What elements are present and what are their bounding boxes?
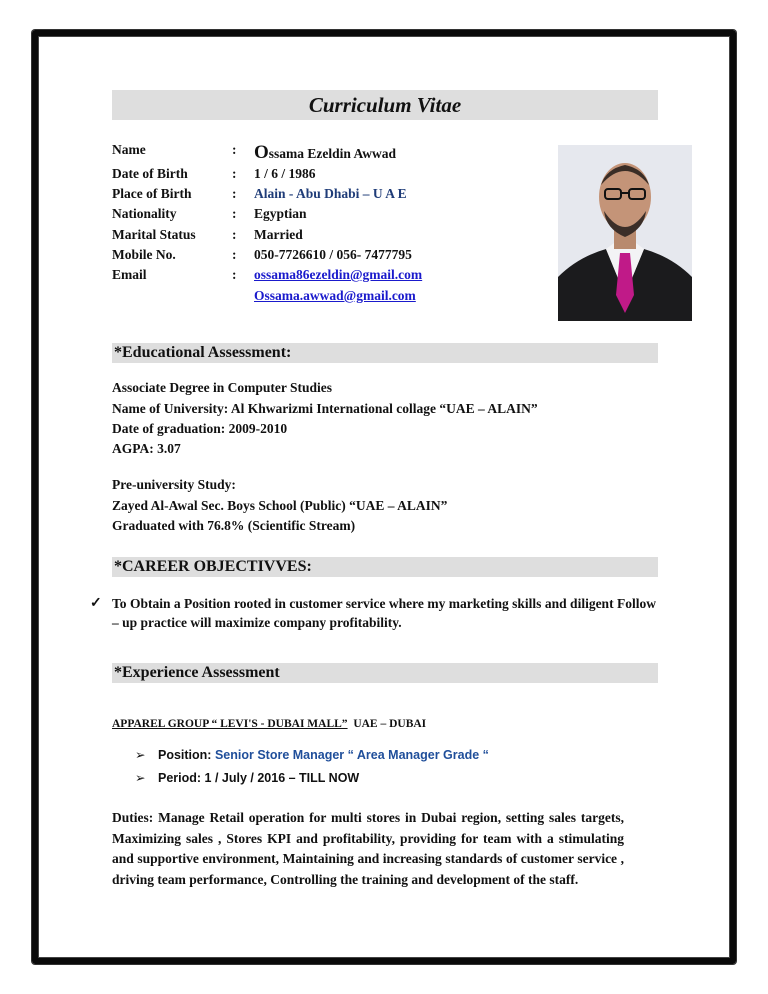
pre-university-grade: Graduated with 76.8% (Scientific Stream) [112, 518, 356, 533]
pob-value: Alain - Abu Dhabi – U A E [254, 186, 407, 201]
edu-university: Name of University: Al Khwarizmi International collage “UAE – ALAIN” [112, 401, 538, 416]
name-label: Name [112, 142, 146, 157]
person-photo-icon [558, 145, 692, 321]
email-link-1[interactable]: ossama86ezeldin@gmail.com [254, 267, 423, 282]
duties-text: Duties: Manage Retail operation for multi stores in Dubai region, setting sales targets, Maximizing sales , Stores KPI and profitability, providing for team with a stimulating and supportive environment, Maintaining and increasing standards of customer service , driving team performance, Controlling the training and development of the staff. [112, 810, 624, 887]
nationality-value: Egyptian [254, 206, 307, 221]
marital-label: Marital Status [112, 227, 196, 242]
colon: : [232, 142, 237, 157]
mobile-value: 050-7726610 / 056- 7477795 [254, 247, 412, 262]
pob-label: Place of Birth [112, 186, 192, 201]
pre-university-school: Zayed Al-Awal Sec. Boys School (Public) “UAE – ALAIN” [112, 498, 448, 513]
arrow-bullet-icon: ➢ [135, 771, 146, 785]
pre-university-title: Pre-university Study: [112, 477, 236, 492]
company-name: APPAREL GROUP “ LEVI'S - DUBAI MALL” [112, 718, 348, 730]
edu-degree: Associate Degree in Computer Studies [112, 380, 332, 395]
name-value [254, 142, 396, 164]
company-location: UAE – DUBAI [353, 718, 427, 730]
colon: : [232, 206, 237, 221]
name-initial: O [254, 142, 269, 163]
check-icon: ✓ [90, 596, 102, 611]
email-label: Email [112, 267, 147, 282]
career-objective-text: To Obtain a Position rooted in customer service where my marketing skills and diligent Follow – up practice will maximize company profitability. [112, 596, 656, 630]
education-header: *Educational Assessment: [112, 343, 658, 363]
name-rest: ssama Ezeldin Awwad [268, 146, 397, 161]
profile-photo [558, 145, 692, 321]
mobile-label: Mobile No. [112, 247, 176, 262]
edu-graduation-date: Date of graduation: 2009-2010 [112, 421, 288, 436]
period-line: Period: 1 / July / 2016 – TILL NOW [158, 771, 360, 785]
position-value: Senior Store Manager “ Area Manager Grade “ [214, 748, 489, 762]
colon: : [232, 186, 237, 201]
dob-value: 1 / 6 / 1986 [254, 166, 316, 181]
dob-label: Date of Birth [112, 166, 188, 181]
colon: : [232, 267, 237, 282]
experience-header: *Experience Assessment [112, 663, 658, 683]
colon: : [232, 247, 237, 262]
position-line [158, 745, 489, 765]
document-title: Curriculum Vitae [112, 90, 658, 120]
arrow-bullet-icon: ➢ [135, 748, 146, 762]
marital-value: Married [254, 227, 303, 242]
career-header: *CAREER OBJECTIVVES: [112, 557, 658, 577]
colon: : [232, 227, 237, 242]
edu-agpa: AGPA: 3.07 [112, 441, 181, 456]
position-label: Position: [158, 748, 212, 762]
email-link-2[interactable]: Ossama.awwad@gmail.com [254, 288, 416, 303]
experience-company [112, 714, 426, 734]
nationality-label: Nationality [112, 206, 177, 221]
colon: : [232, 166, 237, 181]
